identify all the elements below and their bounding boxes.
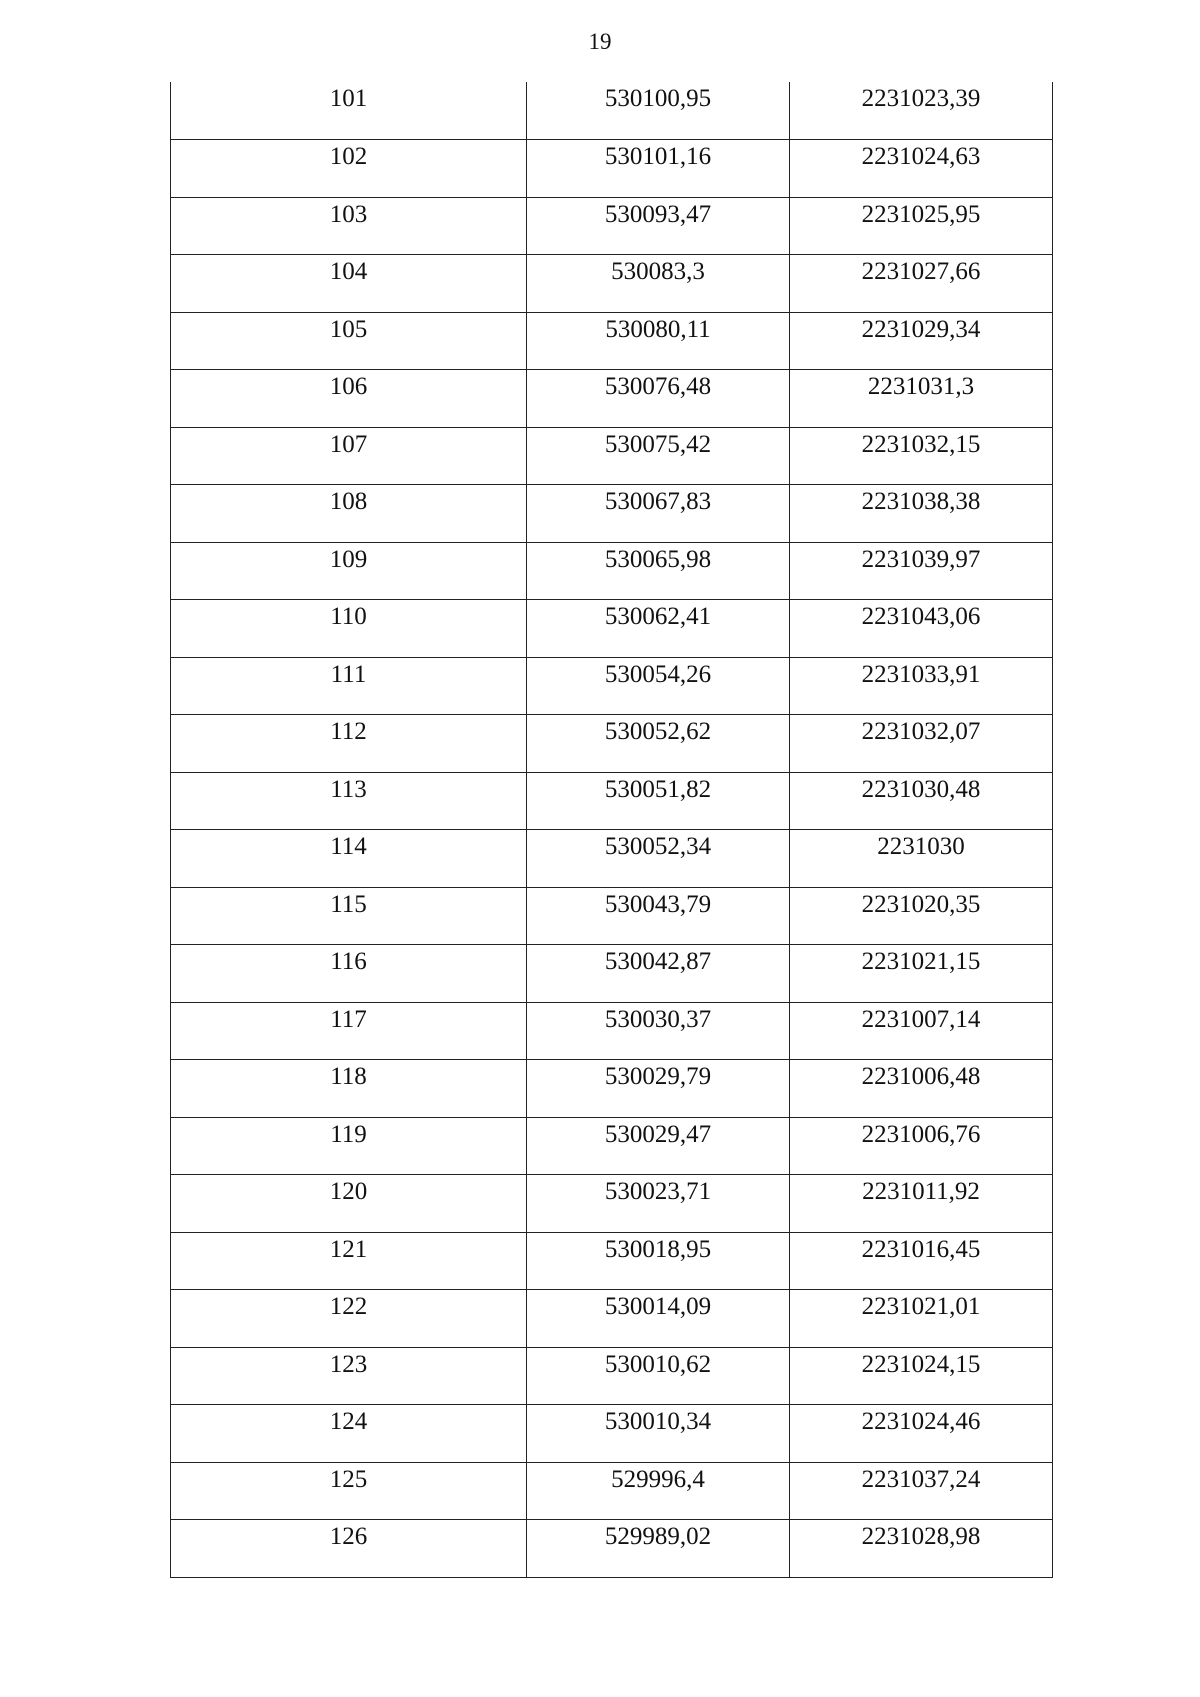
y-coordinate-cell: 2231016,45 <box>790 1232 1053 1290</box>
table-row <box>171 887 1053 945</box>
x-coordinate-cell: 530051,82 <box>527 772 790 830</box>
coordinates-table-body <box>171 82 1053 1577</box>
coordinates-table <box>170 82 1053 1578</box>
table-row <box>171 485 1053 543</box>
table-row <box>171 427 1053 485</box>
point-number-cell: 110 <box>171 600 527 658</box>
x-coordinate-cell: 529996,4 <box>527 1462 790 1520</box>
table-row <box>171 830 1053 888</box>
x-coordinate-cell: 530030,37 <box>527 1002 790 1060</box>
y-coordinate-cell: 2231006,76 <box>790 1117 1053 1175</box>
table-row <box>171 197 1053 255</box>
x-coordinate-cell: 530083,3 <box>527 255 790 313</box>
point-number-cell: 107 <box>171 427 527 485</box>
table-row <box>171 82 1053 140</box>
x-coordinate-cell: 530101,16 <box>527 140 790 198</box>
point-number-cell: 120 <box>171 1175 527 1233</box>
point-number-cell: 106 <box>171 370 527 428</box>
point-number-cell: 119 <box>171 1117 527 1175</box>
x-coordinate-cell: 530052,62 <box>527 715 790 773</box>
point-number-cell: 104 <box>171 255 527 313</box>
x-coordinate-cell: 530080,11 <box>527 312 790 370</box>
table-row <box>171 1232 1053 1290</box>
table-row <box>171 1462 1053 1520</box>
point-number-cell: 111 <box>171 657 527 715</box>
x-coordinate-cell: 530029,47 <box>527 1117 790 1175</box>
y-coordinate-cell: 2231029,34 <box>790 312 1053 370</box>
x-coordinate-cell: 530010,34 <box>527 1405 790 1463</box>
point-number-cell: 117 <box>171 1002 527 1060</box>
y-coordinate-cell: 2231024,63 <box>790 140 1053 198</box>
y-coordinate-cell: 2231020,35 <box>790 887 1053 945</box>
point-number-cell: 101 <box>171 82 527 140</box>
table-row <box>171 945 1053 1003</box>
y-coordinate-cell: 2231024,15 <box>790 1347 1053 1405</box>
y-coordinate-cell: 2231025,95 <box>790 197 1053 255</box>
table-row <box>171 370 1053 428</box>
y-coordinate-cell: 2231043,06 <box>790 600 1053 658</box>
point-number-cell: 121 <box>171 1232 527 1290</box>
x-coordinate-cell: 529989,02 <box>527 1520 790 1578</box>
y-coordinate-cell: 2231028,98 <box>790 1520 1053 1578</box>
point-number-cell: 115 <box>171 887 527 945</box>
page-number: 19 <box>588 29 612 54</box>
y-coordinate-cell: 2231027,66 <box>790 255 1053 313</box>
y-coordinate-cell: 2231030,48 <box>790 772 1053 830</box>
point-number-cell: 122 <box>171 1290 527 1348</box>
x-coordinate-cell: 530029,79 <box>527 1060 790 1118</box>
point-number-cell: 109 <box>171 542 527 600</box>
table-row <box>171 1290 1053 1348</box>
x-coordinate-cell: 530093,47 <box>527 197 790 255</box>
point-number-cell: 108 <box>171 485 527 543</box>
point-number-cell: 125 <box>171 1462 527 1520</box>
x-coordinate-cell: 530014,09 <box>527 1290 790 1348</box>
table-row <box>171 600 1053 658</box>
x-coordinate-cell: 530076,48 <box>527 370 790 428</box>
x-coordinate-cell: 530100,95 <box>527 82 790 140</box>
table-row <box>171 1117 1053 1175</box>
y-coordinate-cell: 2231021,15 <box>790 945 1053 1003</box>
x-coordinate-cell: 530065,98 <box>527 542 790 600</box>
point-number-cell: 118 <box>171 1060 527 1118</box>
x-coordinate-cell: 530054,26 <box>527 657 790 715</box>
point-number-cell: 103 <box>171 197 527 255</box>
y-coordinate-cell: 2231021,01 <box>790 1290 1053 1348</box>
y-coordinate-cell: 2231032,07 <box>790 715 1053 773</box>
y-coordinate-cell: 2231032,15 <box>790 427 1053 485</box>
point-number-cell: 102 <box>171 140 527 198</box>
point-number-cell: 123 <box>171 1347 527 1405</box>
table-row <box>171 772 1053 830</box>
table-row <box>171 1520 1053 1578</box>
table-row <box>171 657 1053 715</box>
y-coordinate-cell: 2231038,38 <box>790 485 1053 543</box>
table-row <box>171 1002 1053 1060</box>
y-coordinate-cell: 2231030 <box>790 830 1053 888</box>
table-row <box>171 255 1053 313</box>
table-row <box>171 715 1053 773</box>
point-number-cell: 112 <box>171 715 527 773</box>
point-number-cell: 114 <box>171 830 527 888</box>
x-coordinate-cell: 530062,41 <box>527 600 790 658</box>
point-number-cell: 113 <box>171 772 527 830</box>
table-row <box>171 140 1053 198</box>
table-row <box>171 1175 1053 1233</box>
y-coordinate-cell: 2231039,97 <box>790 542 1053 600</box>
x-coordinate-cell: 530018,95 <box>527 1232 790 1290</box>
x-coordinate-cell: 530067,83 <box>527 485 790 543</box>
x-coordinate-cell: 530010,62 <box>527 1347 790 1405</box>
x-coordinate-cell: 530075,42 <box>527 427 790 485</box>
x-coordinate-cell: 530042,87 <box>527 945 790 1003</box>
y-coordinate-cell: 2231011,92 <box>790 1175 1053 1233</box>
y-coordinate-cell: 2231023,39 <box>790 82 1053 140</box>
table-row <box>171 542 1053 600</box>
y-coordinate-cell: 2231006,48 <box>790 1060 1053 1118</box>
x-coordinate-cell: 530052,34 <box>527 830 790 888</box>
y-coordinate-cell: 2231037,24 <box>790 1462 1053 1520</box>
point-number-cell: 126 <box>171 1520 527 1578</box>
x-coordinate-cell: 530023,71 <box>527 1175 790 1233</box>
y-coordinate-cell: 2231033,91 <box>790 657 1053 715</box>
point-number-cell: 124 <box>171 1405 527 1463</box>
table-row <box>171 312 1053 370</box>
y-coordinate-cell: 2231007,14 <box>790 1002 1053 1060</box>
x-coordinate-cell: 530043,79 <box>527 887 790 945</box>
y-coordinate-cell: 2231031,3 <box>790 370 1053 428</box>
point-number-cell: 116 <box>171 945 527 1003</box>
table-row <box>171 1405 1053 1463</box>
y-coordinate-cell: 2231024,46 <box>790 1405 1053 1463</box>
table-row <box>171 1060 1053 1118</box>
table-row <box>171 1347 1053 1405</box>
point-number-cell: 105 <box>171 312 527 370</box>
